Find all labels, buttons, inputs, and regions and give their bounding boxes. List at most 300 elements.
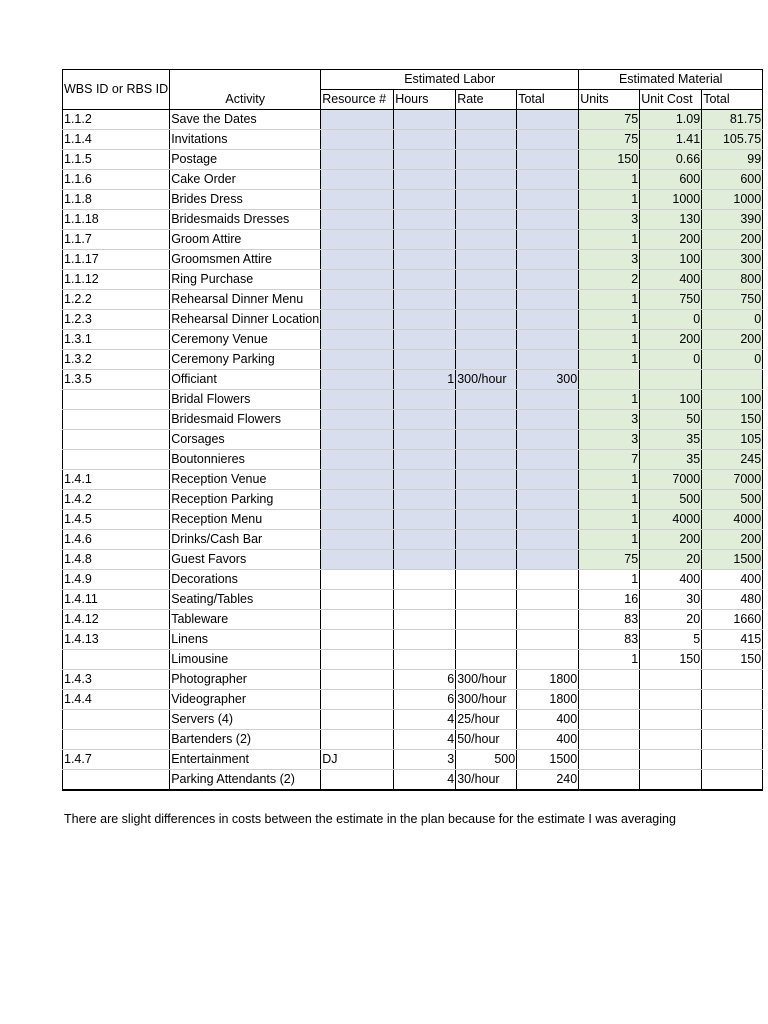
cell-units[interactable]: 1: [579, 470, 640, 490]
cell-units[interactable]: [579, 690, 640, 710]
cell-labor-total[interactable]: [517, 410, 579, 430]
cell-units[interactable]: 3: [579, 210, 640, 230]
cell-material-total[interactable]: 245: [702, 450, 763, 470]
cell-resource[interactable]: [321, 250, 394, 270]
cell-resource[interactable]: [321, 210, 394, 230]
cell-labor-total[interactable]: [517, 110, 579, 130]
cell-material-total[interactable]: 500: [702, 490, 763, 510]
cell-labor-total[interactable]: [517, 390, 579, 410]
cell-units[interactable]: [579, 370, 640, 390]
cell-labor-total[interactable]: [517, 550, 579, 570]
cell-hours[interactable]: [394, 430, 456, 450]
cell-units[interactable]: 1: [579, 290, 640, 310]
cell-activity[interactable]: Limousine: [170, 650, 321, 670]
cell-activity[interactable]: Seating/Tables: [170, 590, 321, 610]
cell-wbs-id[interactable]: 1.1.2: [63, 110, 170, 130]
cell-unit-cost[interactable]: 400: [640, 570, 702, 590]
cell-rate[interactable]: 50/hour: [456, 730, 517, 750]
cell-rate[interactable]: [456, 410, 517, 430]
cell-resource[interactable]: [321, 390, 394, 410]
cell-unit-cost[interactable]: 35: [640, 430, 702, 450]
cell-resource[interactable]: [321, 130, 394, 150]
cell-hours[interactable]: [394, 530, 456, 550]
cell-resource[interactable]: [321, 630, 394, 650]
cell-wbs-id[interactable]: 1.3.2: [63, 350, 170, 370]
cell-wbs-id[interactable]: 1.1.12: [63, 270, 170, 290]
cell-wbs-id[interactable]: 1.1.4: [63, 130, 170, 150]
cell-labor-total[interactable]: [517, 490, 579, 510]
cell-hours[interactable]: [394, 390, 456, 410]
cell-rate[interactable]: [456, 470, 517, 490]
cell-activity[interactable]: Rehearsal Dinner Location: [170, 310, 321, 330]
cell-material-total[interactable]: 150: [702, 410, 763, 430]
cell-rate[interactable]: [456, 490, 517, 510]
cell-resource[interactable]: [321, 270, 394, 290]
cell-labor-total[interactable]: [517, 130, 579, 150]
cell-rate[interactable]: 25/hour: [456, 710, 517, 730]
cell-units[interactable]: 83: [579, 630, 640, 650]
cell-wbs-id[interactable]: 1.4.7: [63, 750, 170, 770]
cell-unit-cost[interactable]: 400: [640, 270, 702, 290]
cell-units[interactable]: 1: [579, 310, 640, 330]
cell-units[interactable]: [579, 710, 640, 730]
cell-hours[interactable]: [394, 150, 456, 170]
cell-units[interactable]: [579, 730, 640, 750]
cell-material-total[interactable]: 200: [702, 230, 763, 250]
cell-material-total[interactable]: 390: [702, 210, 763, 230]
cell-material-total[interactable]: [702, 370, 763, 390]
cell-unit-cost[interactable]: [640, 690, 702, 710]
cell-hours[interactable]: [394, 610, 456, 630]
cell-hours[interactable]: 4: [394, 710, 456, 730]
cell-rate[interactable]: [456, 530, 517, 550]
cell-activity[interactable]: Reception Venue: [170, 470, 321, 490]
cell-labor-total[interactable]: 1800: [517, 670, 579, 690]
cell-unit-cost[interactable]: 200: [640, 330, 702, 350]
cell-activity[interactable]: Bartenders (2): [170, 730, 321, 750]
cell-hours[interactable]: [394, 650, 456, 670]
cell-wbs-id[interactable]: [63, 770, 170, 791]
cell-rate[interactable]: [456, 110, 517, 130]
cell-unit-cost[interactable]: [640, 710, 702, 730]
cell-unit-cost[interactable]: 500: [640, 490, 702, 510]
cell-unit-cost[interactable]: 5: [640, 630, 702, 650]
cell-rate[interactable]: [456, 190, 517, 210]
cell-rate[interactable]: [456, 170, 517, 190]
cell-activity[interactable]: Officiant: [170, 370, 321, 390]
cell-activity[interactable]: Boutonnieres: [170, 450, 321, 470]
cell-unit-cost[interactable]: 100: [640, 250, 702, 270]
cell-material-total[interactable]: 1000: [702, 190, 763, 210]
cell-hours[interactable]: 4: [394, 770, 456, 791]
cell-unit-cost[interactable]: 30: [640, 590, 702, 610]
cell-unit-cost[interactable]: 35: [640, 450, 702, 470]
cell-labor-total[interactable]: [517, 270, 579, 290]
cell-resource[interactable]: [321, 170, 394, 190]
cell-rate[interactable]: [456, 590, 517, 610]
cell-material-total[interactable]: 150: [702, 650, 763, 670]
cell-rate[interactable]: [456, 570, 517, 590]
cell-labor-total[interactable]: [517, 210, 579, 230]
cell-units[interactable]: [579, 750, 640, 770]
cell-wbs-id[interactable]: 1.3.1: [63, 330, 170, 350]
cell-resource[interactable]: [321, 350, 394, 370]
cell-hours[interactable]: [394, 250, 456, 270]
cell-wbs-id[interactable]: [63, 730, 170, 750]
cell-resource[interactable]: [321, 410, 394, 430]
cell-material-total[interactable]: [702, 770, 763, 791]
cell-hours[interactable]: [394, 190, 456, 210]
cell-unit-cost[interactable]: 7000: [640, 470, 702, 490]
cell-activity[interactable]: Entertainment: [170, 750, 321, 770]
cell-hours[interactable]: [394, 410, 456, 430]
cell-hours[interactable]: [394, 510, 456, 530]
cell-rate[interactable]: [456, 510, 517, 530]
cell-wbs-id[interactable]: 1.4.9: [63, 570, 170, 590]
cell-wbs-id[interactable]: 1.4.1: [63, 470, 170, 490]
cell-wbs-id[interactable]: [63, 650, 170, 670]
cell-rate[interactable]: [456, 650, 517, 670]
cell-unit-cost[interactable]: [640, 750, 702, 770]
cell-unit-cost[interactable]: 200: [640, 530, 702, 550]
cell-wbs-id[interactable]: 1.1.8: [63, 190, 170, 210]
cell-labor-total[interactable]: [517, 230, 579, 250]
cell-hours[interactable]: [394, 130, 456, 150]
cell-rate[interactable]: [456, 130, 517, 150]
cell-hours[interactable]: 1: [394, 370, 456, 390]
cell-labor-total[interactable]: [517, 290, 579, 310]
cell-wbs-id[interactable]: 1.2.3: [63, 310, 170, 330]
cell-labor-total[interactable]: [517, 430, 579, 450]
cell-activity[interactable]: Bridesmaids Dresses: [170, 210, 321, 230]
cell-material-total[interactable]: 415: [702, 630, 763, 650]
cell-activity[interactable]: Corsages: [170, 430, 321, 450]
cell-wbs-id[interactable]: 1.4.6: [63, 530, 170, 550]
cell-wbs-id[interactable]: [63, 410, 170, 430]
cell-activity[interactable]: Linens: [170, 630, 321, 650]
cell-hours[interactable]: 6: [394, 670, 456, 690]
cell-unit-cost[interactable]: 0: [640, 350, 702, 370]
cell-activity[interactable]: Tableware: [170, 610, 321, 630]
cell-resource[interactable]: [321, 450, 394, 470]
cell-unit-cost[interactable]: [640, 730, 702, 750]
cell-wbs-id[interactable]: 1.3.5: [63, 370, 170, 390]
cell-resource[interactable]: [321, 550, 394, 570]
cell-hours[interactable]: [394, 270, 456, 290]
cell-activity[interactable]: Save the Dates: [170, 110, 321, 130]
cell-resource[interactable]: [321, 770, 394, 791]
cell-labor-total[interactable]: [517, 570, 579, 590]
cell-rate[interactable]: [456, 270, 517, 290]
cell-wbs-id[interactable]: 1.4.3: [63, 670, 170, 690]
cell-activity[interactable]: Servers (4): [170, 710, 321, 730]
cell-units[interactable]: 1: [579, 510, 640, 530]
cell-hours[interactable]: 3: [394, 750, 456, 770]
cell-hours[interactable]: [394, 330, 456, 350]
cell-rate[interactable]: [456, 350, 517, 370]
cell-material-total[interactable]: 300: [702, 250, 763, 270]
cell-units[interactable]: [579, 670, 640, 690]
cell-resource[interactable]: [321, 650, 394, 670]
cell-unit-cost[interactable]: [640, 770, 702, 791]
cell-activity[interactable]: Reception Parking: [170, 490, 321, 510]
cell-labor-total[interactable]: [517, 150, 579, 170]
cell-rate[interactable]: [456, 450, 517, 470]
cell-resource[interactable]: [321, 530, 394, 550]
cell-hours[interactable]: 4: [394, 730, 456, 750]
cell-unit-cost[interactable]: 0: [640, 310, 702, 330]
cell-activity[interactable]: Cake Order: [170, 170, 321, 190]
cell-material-total[interactable]: 1500: [702, 550, 763, 570]
cell-hours[interactable]: [394, 570, 456, 590]
cell-unit-cost[interactable]: 100: [640, 390, 702, 410]
cell-wbs-id[interactable]: [63, 710, 170, 730]
cell-hours[interactable]: [394, 450, 456, 470]
cell-wbs-id[interactable]: [63, 450, 170, 470]
cell-activity[interactable]: Bridal Flowers: [170, 390, 321, 410]
cell-activity[interactable]: Drinks/Cash Bar: [170, 530, 321, 550]
cell-labor-total[interactable]: [517, 510, 579, 530]
cell-rate[interactable]: [456, 430, 517, 450]
cell-labor-total[interactable]: [517, 170, 579, 190]
cell-activity[interactable]: Groomsmen Attire: [170, 250, 321, 270]
cell-unit-cost[interactable]: 1000: [640, 190, 702, 210]
cell-wbs-id[interactable]: 1.1.18: [63, 210, 170, 230]
cell-units[interactable]: 150: [579, 150, 640, 170]
cell-hours[interactable]: [394, 210, 456, 230]
cell-labor-total[interactable]: [517, 350, 579, 370]
cell-unit-cost[interactable]: 200: [640, 230, 702, 250]
cell-wbs-id[interactable]: 1.4.4: [63, 690, 170, 710]
cell-labor-total[interactable]: [517, 530, 579, 550]
cell-unit-cost[interactable]: 1.41: [640, 130, 702, 150]
cell-units[interactable]: 1: [579, 490, 640, 510]
cell-resource[interactable]: [321, 670, 394, 690]
cell-activity[interactable]: Groom Attire: [170, 230, 321, 250]
cell-activity[interactable]: Parking Attendants (2): [170, 770, 321, 791]
cell-resource[interactable]: DJ: [321, 750, 394, 770]
cell-resource[interactable]: [321, 430, 394, 450]
cell-activity[interactable]: Ring Purchase: [170, 270, 321, 290]
cell-units[interactable]: 1: [579, 190, 640, 210]
cell-resource[interactable]: [321, 610, 394, 630]
cell-wbs-id[interactable]: 1.1.6: [63, 170, 170, 190]
cell-wbs-id[interactable]: 1.4.11: [63, 590, 170, 610]
cell-unit-cost[interactable]: 50: [640, 410, 702, 430]
cell-rate[interactable]: [456, 390, 517, 410]
cell-units[interactable]: 75: [579, 550, 640, 570]
cell-activity[interactable]: Decorations: [170, 570, 321, 590]
cell-rate[interactable]: [456, 230, 517, 250]
cell-hours[interactable]: [394, 350, 456, 370]
cell-unit-cost[interactable]: 20: [640, 610, 702, 630]
cell-labor-total[interactable]: [517, 330, 579, 350]
cell-activity[interactable]: Photographer: [170, 670, 321, 690]
cell-hours[interactable]: [394, 490, 456, 510]
cell-labor-total[interactable]: [517, 590, 579, 610]
cell-unit-cost[interactable]: [640, 370, 702, 390]
cell-resource[interactable]: [321, 590, 394, 610]
cell-rate[interactable]: 300/hour: [456, 370, 517, 390]
cell-resource[interactable]: [321, 510, 394, 530]
cell-material-total[interactable]: 600: [702, 170, 763, 190]
cell-wbs-id[interactable]: 1.4.13: [63, 630, 170, 650]
cell-material-total[interactable]: 105: [702, 430, 763, 450]
cell-material-total[interactable]: 0: [702, 310, 763, 330]
cell-unit-cost[interactable]: 600: [640, 170, 702, 190]
cell-material-total[interactable]: 800: [702, 270, 763, 290]
cell-resource[interactable]: [321, 230, 394, 250]
cell-hours[interactable]: [394, 170, 456, 190]
cell-resource[interactable]: [321, 310, 394, 330]
cell-wbs-id[interactable]: 1.1.5: [63, 150, 170, 170]
cell-hours[interactable]: [394, 630, 456, 650]
cell-unit-cost[interactable]: 130: [640, 210, 702, 230]
cell-material-total[interactable]: [702, 690, 763, 710]
cell-rate[interactable]: 500: [456, 750, 517, 770]
cell-units[interactable]: 75: [579, 110, 640, 130]
cell-activity[interactable]: Rehearsal Dinner Menu: [170, 290, 321, 310]
cell-hours[interactable]: [394, 110, 456, 130]
cell-labor-total[interactable]: [517, 610, 579, 630]
cell-units[interactable]: 1: [579, 530, 640, 550]
cell-units[interactable]: 1: [579, 350, 640, 370]
cell-activity[interactable]: Videographer: [170, 690, 321, 710]
cell-units[interactable]: 1: [579, 230, 640, 250]
cell-resource[interactable]: [321, 330, 394, 350]
cell-resource[interactable]: [321, 150, 394, 170]
cell-unit-cost[interactable]: [640, 670, 702, 690]
cell-wbs-id[interactable]: 1.4.12: [63, 610, 170, 630]
cell-material-total[interactable]: 105.75: [702, 130, 763, 150]
cell-activity[interactable]: Reception Menu: [170, 510, 321, 530]
cell-wbs-id[interactable]: 1.4.2: [63, 490, 170, 510]
cell-labor-total[interactable]: [517, 310, 579, 330]
cell-wbs-id[interactable]: 1.2.2: [63, 290, 170, 310]
cell-material-total[interactable]: 200: [702, 330, 763, 350]
cell-units[interactable]: 1: [579, 570, 640, 590]
cell-unit-cost[interactable]: 1.09: [640, 110, 702, 130]
cell-resource[interactable]: [321, 470, 394, 490]
cell-material-total[interactable]: 100: [702, 390, 763, 410]
cell-wbs-id[interactable]: 1.1.17: [63, 250, 170, 270]
cell-labor-total[interactable]: 400: [517, 730, 579, 750]
cell-resource[interactable]: [321, 710, 394, 730]
cell-hours[interactable]: [394, 310, 456, 330]
cell-material-total[interactable]: 0: [702, 350, 763, 370]
cell-material-total[interactable]: 200: [702, 530, 763, 550]
cell-hours[interactable]: [394, 470, 456, 490]
cell-hours[interactable]: [394, 550, 456, 570]
cell-material-total[interactable]: 1660: [702, 610, 763, 630]
cell-labor-total[interactable]: [517, 650, 579, 670]
cell-labor-total[interactable]: [517, 250, 579, 270]
cell-units[interactable]: 1: [579, 390, 640, 410]
cell-units[interactable]: 75: [579, 130, 640, 150]
cell-material-total[interactable]: [702, 730, 763, 750]
cell-activity[interactable]: Brides Dress: [170, 190, 321, 210]
cell-unit-cost[interactable]: 20: [640, 550, 702, 570]
cell-rate[interactable]: [456, 630, 517, 650]
cell-units[interactable]: 1: [579, 650, 640, 670]
cell-wbs-id[interactable]: 1.4.8: [63, 550, 170, 570]
cell-labor-total[interactable]: [517, 630, 579, 650]
cell-rate[interactable]: [456, 290, 517, 310]
cell-resource[interactable]: [321, 370, 394, 390]
cell-material-total[interactable]: 4000: [702, 510, 763, 530]
cell-activity[interactable]: Ceremony Venue: [170, 330, 321, 350]
cell-rate[interactable]: [456, 310, 517, 330]
cell-hours[interactable]: 6: [394, 690, 456, 710]
cell-resource[interactable]: [321, 570, 394, 590]
cell-labor-total[interactable]: [517, 450, 579, 470]
cell-rate[interactable]: [456, 330, 517, 350]
cell-unit-cost[interactable]: 0.66: [640, 150, 702, 170]
cell-labor-total[interactable]: [517, 470, 579, 490]
cell-units[interactable]: 16: [579, 590, 640, 610]
cell-resource[interactable]: [321, 490, 394, 510]
cell-wbs-id[interactable]: 1.1.7: [63, 230, 170, 250]
cell-hours[interactable]: [394, 230, 456, 250]
cell-material-total[interactable]: [702, 670, 763, 690]
cell-material-total[interactable]: [702, 710, 763, 730]
cell-rate[interactable]: [456, 210, 517, 230]
cell-rate[interactable]: 300/hour: [456, 690, 517, 710]
cell-activity[interactable]: Postage: [170, 150, 321, 170]
cell-units[interactable]: 3: [579, 410, 640, 430]
cell-material-total[interactable]: 480: [702, 590, 763, 610]
cell-unit-cost[interactable]: 4000: [640, 510, 702, 530]
cell-rate[interactable]: [456, 150, 517, 170]
cell-wbs-id[interactable]: [63, 390, 170, 410]
cell-rate[interactable]: [456, 610, 517, 630]
cell-labor-total[interactable]: 300: [517, 370, 579, 390]
cell-units[interactable]: 83: [579, 610, 640, 630]
cell-material-total[interactable]: 81.75: [702, 110, 763, 130]
cell-activity[interactable]: Ceremony Parking: [170, 350, 321, 370]
cell-material-total[interactable]: 7000: [702, 470, 763, 490]
cell-units[interactable]: 2: [579, 270, 640, 290]
cell-resource[interactable]: [321, 730, 394, 750]
cell-activity[interactable]: Bridesmaid Flowers: [170, 410, 321, 430]
cell-resource[interactable]: [321, 110, 394, 130]
cell-activity[interactable]: Guest Favors: [170, 550, 321, 570]
cell-wbs-id[interactable]: [63, 430, 170, 450]
cell-rate[interactable]: [456, 550, 517, 570]
cell-units[interactable]: [579, 770, 640, 791]
cell-material-total[interactable]: 99: [702, 150, 763, 170]
cell-units[interactable]: 1: [579, 330, 640, 350]
cell-units[interactable]: 3: [579, 250, 640, 270]
cell-activity[interactable]: Invitations: [170, 130, 321, 150]
cell-hours[interactable]: [394, 290, 456, 310]
cell-resource[interactable]: [321, 190, 394, 210]
cell-labor-total[interactable]: 1500: [517, 750, 579, 770]
cell-labor-total[interactable]: 400: [517, 710, 579, 730]
cell-labor-total[interactable]: 240: [517, 770, 579, 791]
cell-material-total[interactable]: [702, 750, 763, 770]
cell-rate[interactable]: 300/hour: [456, 670, 517, 690]
cell-wbs-id[interactable]: 1.4.5: [63, 510, 170, 530]
cell-units[interactable]: 3: [579, 430, 640, 450]
cell-labor-total[interactable]: [517, 190, 579, 210]
cell-unit-cost[interactable]: 750: [640, 290, 702, 310]
cell-rate[interactable]: 30/hour: [456, 770, 517, 791]
cell-resource[interactable]: [321, 290, 394, 310]
cell-rate[interactable]: [456, 250, 517, 270]
cell-resource[interactable]: [321, 690, 394, 710]
cell-unit-cost[interactable]: 150: [640, 650, 702, 670]
